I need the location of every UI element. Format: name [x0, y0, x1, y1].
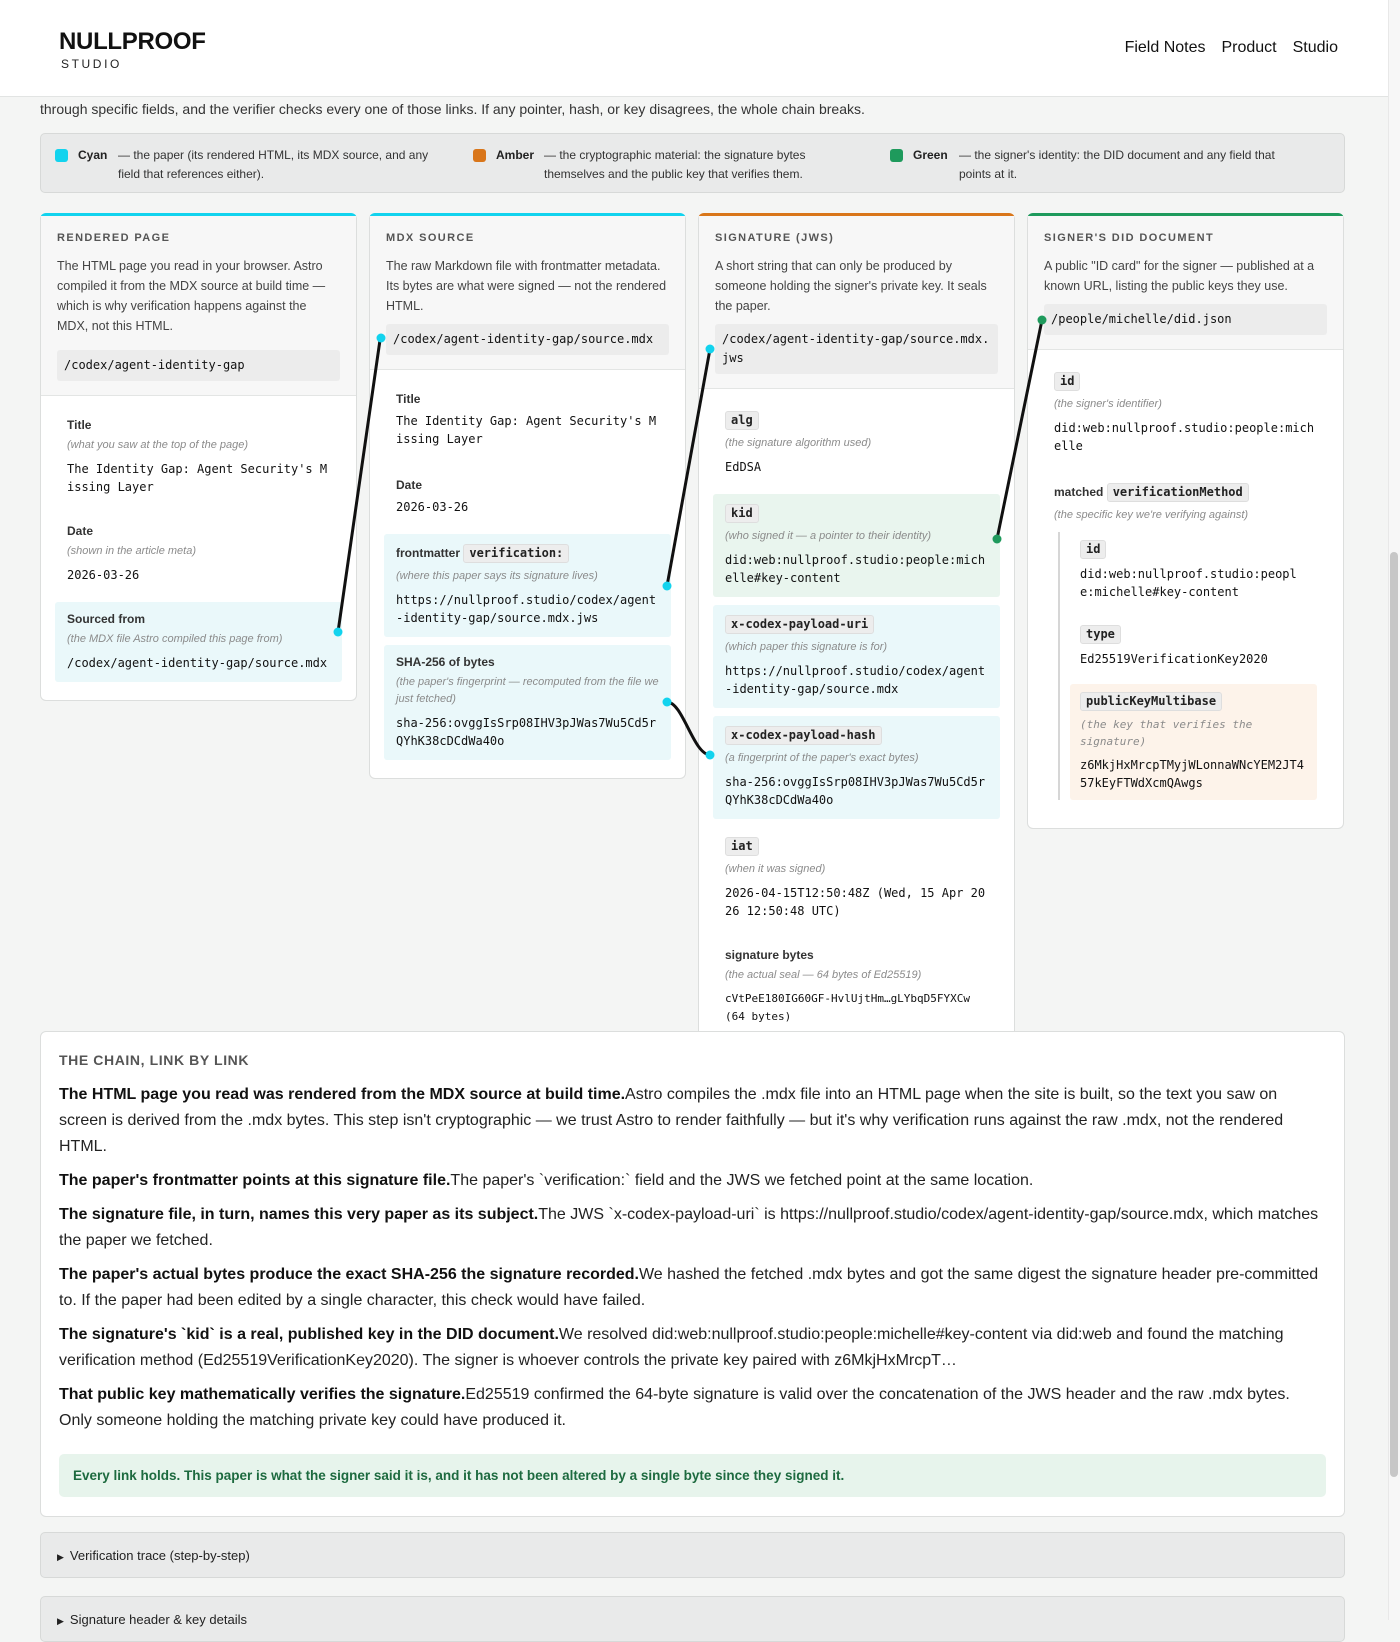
main-nav: [1125, 39, 1338, 57]
field-key: verificationMethod: [1107, 483, 1249, 502]
scrollbar-track[interactable]: [1388, 0, 1400, 1620]
card-description: A public "ID card" for the signer — published at a known URL, listing the public keys they use.: [1044, 259, 1315, 293]
field-value: sha-256:ovggIsSrp08IHV3pJWas7Wu5Cd5rQYhK38cDCdWa40o: [725, 775, 986, 807]
intro-text: through specific fields, and the verifier checks every one of those links. If any pointer, hash, or key disagrees, the whole chain breaks.: [40, 101, 865, 117]
card-header: [41, 216, 356, 396]
field-hint: (shown in the article meta): [67, 545, 196, 557]
field-value[interactable]: https://nullproof.studio/codex/agent-identity-gap/source.mdx.jws: [396, 593, 657, 625]
field-value: EdDSA: [725, 460, 762, 474]
brand-name: NULLPROOF: [59, 28, 206, 55]
chain-step: [59, 1322, 1326, 1374]
verification-trace-toggle[interactable]: [40, 1532, 1345, 1578]
card-label: SIGNER'S DID DOCUMENT: [1044, 232, 1215, 244]
card-label: SIGNATURE (JWS): [715, 232, 835, 244]
nav-studio[interactable]: Studio: [1292, 39, 1338, 56]
field-hint: (the MDX file Astro compiled this page from): [67, 633, 283, 645]
field-hint: (who signed it — a pointer to their identity): [725, 530, 932, 542]
field-hint: (the signer's identifier): [1054, 398, 1162, 410]
field-hint: (which paper this signature is for): [725, 641, 888, 653]
legend-desc: — the signer's identity: the DID document and any field that: [959, 148, 1275, 162]
field-value: did:web:nullproof.studio:people:michelle: [1054, 421, 1315, 453]
field-hint: (what you saw at the top of the page): [67, 439, 249, 451]
chain-step: [59, 1382, 1326, 1434]
verification-verdict: Every link holds. This paper is what the signer said it is, and it has not been altered by a single byte since they signed it.: [59, 1454, 1326, 1497]
card-header: [370, 216, 685, 370]
field-label-text: frontmatter: [396, 546, 461, 560]
brand-subtitle: STUDIO: [61, 57, 122, 71]
chain-title: THE CHAIN, LINK BY LINK: [59, 1052, 250, 1068]
field-hint: (the paper's fingerprint — recomputed from the file we just fetched): [396, 676, 659, 705]
field-value: Ed25519VerificationKey2020: [1080, 652, 1268, 666]
field-value: 2026-04-15T12:50:48Z (Wed, 15 Apr 2026 12:50:48 UTC): [725, 886, 986, 918]
field-key: id: [1080, 540, 1106, 559]
green-swatch: [890, 149, 903, 162]
field-hint: (a fingerprint of the paper's exact bytes): [725, 752, 919, 764]
color-legend: [40, 133, 1345, 193]
chain-step-heading: The paper's frontmatter points at this signature file.: [59, 1172, 451, 1189]
nav-product[interactable]: Product: [1221, 39, 1277, 56]
card-header: [699, 216, 1014, 389]
field-iat: [713, 827, 1000, 930]
chain-step-heading: That public key mathematically verifies the signature.: [59, 1386, 466, 1403]
did-path[interactable]: /people/michelle/did.json: [1044, 304, 1327, 335]
legend-cyan: [55, 146, 475, 184]
card-label: RENDERED PAGE: [57, 232, 171, 244]
field-label: Title: [396, 392, 421, 406]
field-value: The Identity Gap: Agent Security's Missing Layer: [396, 414, 657, 446]
chain-step-heading: The signature's `kid` is a real, published key in the DID document.: [59, 1326, 559, 1343]
chain-step: [59, 1168, 1326, 1194]
field-label: Title: [67, 418, 92, 432]
field-hint: (when it was signed): [725, 863, 826, 875]
field-value: 2026-03-26: [396, 500, 469, 514]
scrollbar-thumb[interactable]: [1390, 552, 1398, 1477]
field-vm-id: [1070, 532, 1317, 609]
chain-step-text: Ed25519 confirmed the 64-byte signature is valid over the concatenation of the JWS header and the raw .mdx bytes. Only someone holding the matching private key could have produced it.: [59, 1386, 1290, 1429]
field-payload-hash: [713, 716, 1000, 819]
card-description: The HTML page you read in your browser. Astro compiled it from the MDX source at build time — which is why verification happens against the MDX, not this HTML.: [57, 259, 326, 333]
disclosure-triangle-icon: ▶: [57, 1552, 64, 1562]
chain-step-text: Astro compiles the .mdx file into an HTML page when the site is built, so the text you saw on screen is derived from the .mdx bytes. This step isn't cryptographic — we trust Astro to render faithfully — but it's why verification runs against the raw .mdx, not the rendered HTML.: [59, 1086, 1284, 1155]
legend-amber: [473, 146, 873, 184]
nav-field-notes[interactable]: Field Notes: [1124, 39, 1206, 56]
chain-step: [59, 1262, 1326, 1314]
legend-desc: — the paper (its rendered HTML, its MDX source, and any: [118, 148, 429, 162]
field-value: cVtPeE180IG60GF-HvlUjtHm…gLYbqD5FYXCw (64 bytes): [725, 992, 971, 1023]
disclosure-triangle-icon: ▶: [57, 1616, 64, 1626]
field-label: Date: [396, 478, 423, 492]
chain-step-heading: The paper's actual bytes produce the exact SHA-256 the signature recorded.: [59, 1266, 639, 1283]
chain-step: [59, 1082, 1326, 1160]
cyan-swatch: [55, 149, 68, 162]
field-kid: [713, 494, 1000, 597]
chain-step-heading: The HTML page you read was rendered from the MDX source at build time.: [59, 1086, 626, 1103]
field-hint: (the actual seal — 64 bytes of Ed25519): [725, 969, 922, 981]
legend-name: Amber: [496, 148, 535, 162]
field-key: x-codex-payload-uri: [725, 615, 874, 634]
card-header: [1028, 216, 1343, 350]
field-value: /codex/agent-identity-gap/source.mdx: [67, 656, 328, 670]
toggle-label: Signature header & key details: [69, 1612, 247, 1627]
field-hint: (the key that verifies the signature): [1080, 718, 1253, 748]
field-label: [1054, 483, 1317, 502]
field-hint: (the specific key we're verifying against): [1054, 509, 1249, 521]
mdx-source-card: [369, 213, 686, 779]
field-value: 2026-03-26: [67, 568, 140, 582]
card-body: [41, 396, 356, 700]
toggle-label: Verification trace (step-by-step): [69, 1548, 250, 1563]
jws-path[interactable]: /codex/agent-identity-gap/source.mdx.jws: [715, 324, 998, 374]
field-verification-method: [1042, 473, 1329, 810]
card-label: MDX SOURCE: [386, 232, 475, 244]
field-value: The Identity Gap: Agent Security's Missing Layer: [67, 462, 328, 494]
field-sha256: [384, 645, 671, 760]
field-title: [55, 408, 342, 506]
field-hint: (the signature algorithm used): [725, 437, 872, 449]
legend-green: [890, 146, 1320, 184]
site-header: [0, 0, 1388, 97]
field-vm-type: [1070, 617, 1317, 676]
chain-explanation: [40, 1031, 1345, 1517]
field-key: iat: [725, 837, 759, 856]
rendered-page-card: [40, 213, 357, 701]
field-label: Date: [67, 524, 94, 538]
rendered-path[interactable]: /codex/agent-identity-gap: [57, 350, 340, 381]
card-description: The raw Markdown file with frontmatter metadata. Its bytes are what were signed — not the rendered HTML.: [386, 259, 667, 313]
field-sourced-from: [55, 602, 342, 682]
field-label: [396, 544, 659, 563]
field-public-key: [1070, 684, 1317, 800]
legend-desc: — the cryptographic material: the signature bytes: [544, 148, 806, 162]
field-hint: (where this paper says its signature lives): [396, 570, 598, 582]
field-key: verification:: [463, 544, 569, 563]
field-value: sha-256:ovggIsSrp08IHV3pJWas7Wu5Cd5rQYhK38cDCdWa40o: [396, 716, 657, 748]
field-signature-bytes: [713, 938, 1000, 1036]
field-alg: [713, 401, 1000, 486]
field-label: Sourced from: [67, 612, 146, 626]
signature-jws-card: [698, 213, 1015, 1055]
brand-logo[interactable]: [59, 30, 206, 70]
field-key: id: [1054, 372, 1080, 391]
field-title: [384, 382, 671, 458]
field-label: SHA-256 of bytes: [396, 655, 495, 669]
amber-swatch: [473, 149, 486, 162]
card-body: [370, 370, 685, 778]
field-key: alg: [725, 411, 759, 430]
legend-desc: field that references either).: [118, 167, 265, 181]
chain-step: [59, 1202, 1326, 1254]
field-payload-uri: [713, 605, 1000, 708]
chain-step-text: The paper's `verification:` field and the JWS we fetched point at the same location.: [450, 1172, 1034, 1189]
field-date: [384, 468, 671, 526]
card-body: [1028, 350, 1343, 828]
matched-label: matched: [1054, 485, 1104, 499]
did-document-card: [1027, 213, 1344, 829]
field-key: x-codex-payload-hash: [725, 726, 882, 745]
chain-step-text: We hashed the fetched .mdx bytes and got the same digest the signature header pre-committed to. If the paper had been edited by a single character, this check would have failed.: [59, 1266, 1319, 1309]
field-date: [55, 514, 342, 594]
field-value[interactable]: https://nullproof.studio/codex/agent-identity-gap/source.mdx: [725, 664, 986, 696]
legend-name: Green: [913, 148, 948, 162]
field-label: signature bytes: [725, 948, 814, 962]
field-value: did:web:nullproof.studio:people:michelle#key-content: [1080, 567, 1297, 599]
card-body: [699, 389, 1014, 1054]
signature-details-toggle[interactable]: [40, 1596, 1345, 1642]
chain-step-heading: The signature file, in turn, names this very paper as its subject.: [59, 1206, 539, 1223]
field-did-id: [1042, 362, 1329, 465]
field-value: did:web:nullproof.studio:people:michelle#key-content: [725, 553, 986, 585]
legend-desc: points at it.: [959, 167, 1018, 181]
verification-method-details: [1058, 532, 1317, 800]
mdx-path[interactable]: /codex/agent-identity-gap/source.mdx: [386, 324, 669, 355]
field-verification: [384, 534, 671, 637]
field-key: kid: [725, 504, 759, 523]
field-value: z6MkjHxMrcpTMyjWLonnaWNcYEM2JT457kEyFTWdXcmQAwgs: [1080, 758, 1304, 790]
field-key: type: [1080, 625, 1121, 644]
legend-desc: themselves and the public key that verifies them.: [544, 167, 803, 181]
chain-step-text: We resolved did:web:nullproof.studio:people:michelle#key-content via did:web and found the matching verification method (Ed25519VerificationKey2020). The signer is whoever controls the private key paired with z6MkjHxMrcpT…: [59, 1326, 1284, 1369]
field-key: publicKeyMultibase: [1080, 692, 1222, 711]
chain-step-text: The JWS `x-codex-payload-uri` is https://nullproof.studio/codex/agent-identity-gap/source.mdx, which matches the paper we fetched.: [59, 1206, 1319, 1249]
legend-name: Cyan: [78, 148, 108, 162]
card-description: A short string that can only be produced by someone holding the signer's private key. It seals the paper.: [715, 259, 987, 313]
